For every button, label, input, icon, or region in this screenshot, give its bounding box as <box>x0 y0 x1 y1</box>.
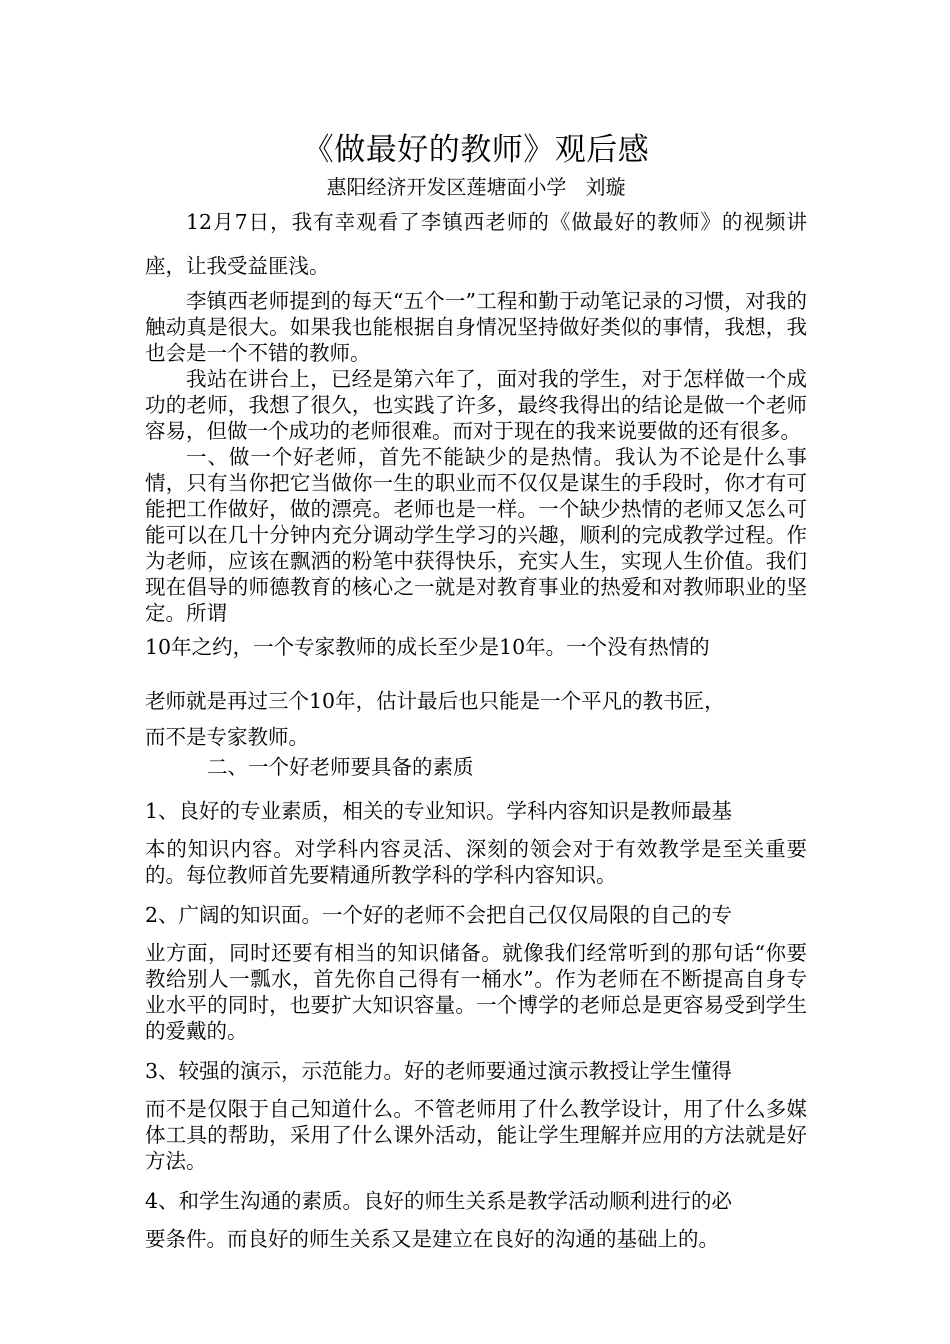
paragraph: 12月7日，我有幸观看了李镇西老师的《做最好的教师》的视频讲座，让我受益匪浅。 <box>145 210 807 278</box>
paragraph: 李镇西老师提到的每天“五个一”工程和勤于动笔记录的习惯，对我的触动真是很大。如果我也能根据自身情况坚持做好类似的事情，我想，我也会是一个不错的教师。 <box>145 289 807 365</box>
paragraph: 10年之约，一个专家教师的成长至少是10年。一个没有热情的 <box>145 635 710 659</box>
paragraph: 一、做一个好老师，首先不能缺少的是热情。我认为不论是什么事情，只有当你把它当做你一生的职业而不仅仅是谋生的手段时，你才有可能把工作做好，做的漂亮。老师也是一样。一个缺少热情的老师又怎么可能可以在几十分钟内充分调动学生学习的兴趣，顺利的完成教学过程。作为老师，应该在飘洒的粉笔中获得快乐，充实人生，实现人生价值。我们现在倡导的师德教育的核心之一就是对教育事业的热爱和对教师职业的坚定。所谓 <box>145 445 807 625</box>
paragraph: 3、较强的演示，示范能力。好的老师要通过演示教授让学生懂得 <box>145 1059 733 1083</box>
paragraph: 老师就是再过三个10年，估计最后也只能是一个平凡的教书匠， <box>145 689 725 713</box>
document-byline: 惠阳经济开发区莲塘面小学 刘璇 <box>326 175 626 199</box>
paragraph: 而不是专家教师。 <box>145 725 309 749</box>
paragraph: 我站在讲台上，已经是第六年了，面对我的学生，对于怎样做一个成功的老师，我想了很久，也实践了许多，最终我得出的结论是做一个老师容易，但做一个成功的老师很难。而对于现在的我来说要做的还有很多。 <box>145 367 807 443</box>
section-heading: 二、一个好老师要具备的素质 <box>207 755 474 779</box>
paragraph: 4、和学生沟通的素质。良好的师生关系是教学活动顺利进行的必 <box>145 1189 733 1213</box>
paragraph: 1、良好的专业素质，相关的专业知识。学科内容知识是教师最基 <box>145 799 733 823</box>
paragraph: 2、广阔的知识面。一个好的老师不会把自己仅仅局限的自己的专 <box>145 903 733 927</box>
document-title: 《做最好的教师》观后感 <box>302 132 650 168</box>
paragraph: 业方面，同时还要有相当的知识储备。就像我们经常听到的那句话“你要教给别人一瓢水，首先你自己得有一桶水”。作为老师在不断提高自身专业水平的同时，也要扩大知识容量。一个博学的老师总是更容易受到学生的爱戴的。 <box>145 941 807 1043</box>
document-page <box>145 128 807 1252</box>
paragraph: 而不是仅限于自己知道什么。不管老师用了什么教学设计，用了什么多媒体工具的帮助，采用了什么课外活动，能让学生理解并应用的方法就是好方法。 <box>145 1097 807 1173</box>
paragraph: 要条件。而良好的师生关系又是建立在良好的沟通的基础上的。 <box>145 1227 719 1251</box>
paragraph: 本的知识内容。对学科内容灵活、深刻的领会对于有效教学是至关重要的。每位教师首先要精通所教学科的学科内容知识。 <box>145 837 807 887</box>
